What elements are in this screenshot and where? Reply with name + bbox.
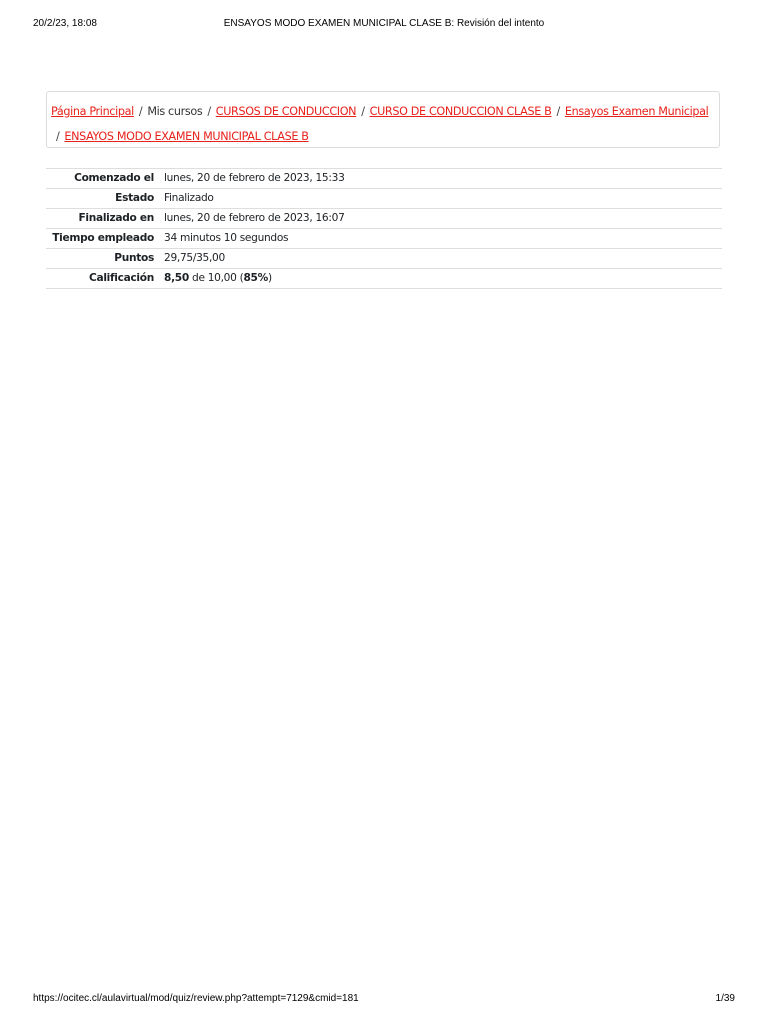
breadcrumb-item-my-courses: Mis cursos	[147, 105, 203, 118]
grade-percent: 85%	[243, 272, 268, 284]
breadcrumb-item-current-quiz[interactable]: ENSAYOS MODO EXAMEN MUNICIPAL CLASE B	[64, 130, 309, 143]
breadcrumb-separator: /	[556, 105, 560, 118]
row-value-completed-on: lunes, 20 de febrero de 2023, 16:07	[164, 212, 345, 224]
row-value-state: Finalizado	[164, 192, 214, 204]
print-url: https://ocitec.cl/aulavirtual/mod/quiz/review.php?attempt=7129&cmid=181	[33, 993, 359, 1004]
print-page-number: 1/39	[715, 993, 735, 1004]
row-label-grade: Calificación	[89, 272, 154, 284]
table-row	[46, 249, 722, 269]
breadcrumb-separator: /	[138, 105, 143, 118]
row-value-started-on: lunes, 20 de febrero de 2023, 15:33	[164, 172, 345, 184]
grade-close: )	[267, 272, 272, 284]
row-label-state: Estado	[115, 192, 154, 204]
breadcrumb	[46, 91, 720, 148]
table-row	[46, 209, 722, 229]
print-header	[0, 18, 768, 32]
breadcrumb-separator: /	[207, 105, 211, 118]
row-label-time-taken: Tiempo empleado	[52, 232, 154, 244]
row-label-marks: Puntos	[114, 252, 154, 264]
row-value-time-taken: 34 minutos 10 segundos	[164, 232, 289, 244]
breadcrumb-item-municipal-exam-tests[interactable]: Ensayos Examen Municipal	[564, 105, 709, 118]
row-label-completed-on: Finalizado en	[78, 212, 154, 224]
table-row	[46, 169, 722, 189]
breadcrumb-separator: /	[361, 105, 365, 118]
breadcrumb-item-class-b-course[interactable]: CURSO DE CONDUCCION CLASE B	[369, 105, 552, 118]
table-row	[46, 269, 722, 289]
breadcrumb-item-driving-courses[interactable]: CURSOS DE CONDUCCION	[215, 105, 357, 118]
attempt-summary-table	[46, 168, 722, 289]
table-row	[46, 229, 722, 249]
print-page-title: ENSAYOS MODO EXAMEN MUNICIPAL CLASE B: Revisión del intento	[223, 18, 545, 29]
print-date: 20/2/23, 18:08	[33, 18, 97, 29]
breadcrumb-separator: /	[56, 130, 60, 143]
row-label-started-on: Comenzado el	[74, 172, 154, 184]
row-value-marks: 29,75/35,00	[164, 252, 225, 264]
grade-of-text: de 10,00 (	[188, 272, 244, 284]
table-row	[46, 189, 722, 209]
grade-score: 8,50	[164, 272, 189, 284]
print-footer	[0, 993, 768, 1007]
breadcrumb-item-home[interactable]: Página Principal	[51, 105, 134, 118]
row-value-grade	[158, 269, 722, 289]
